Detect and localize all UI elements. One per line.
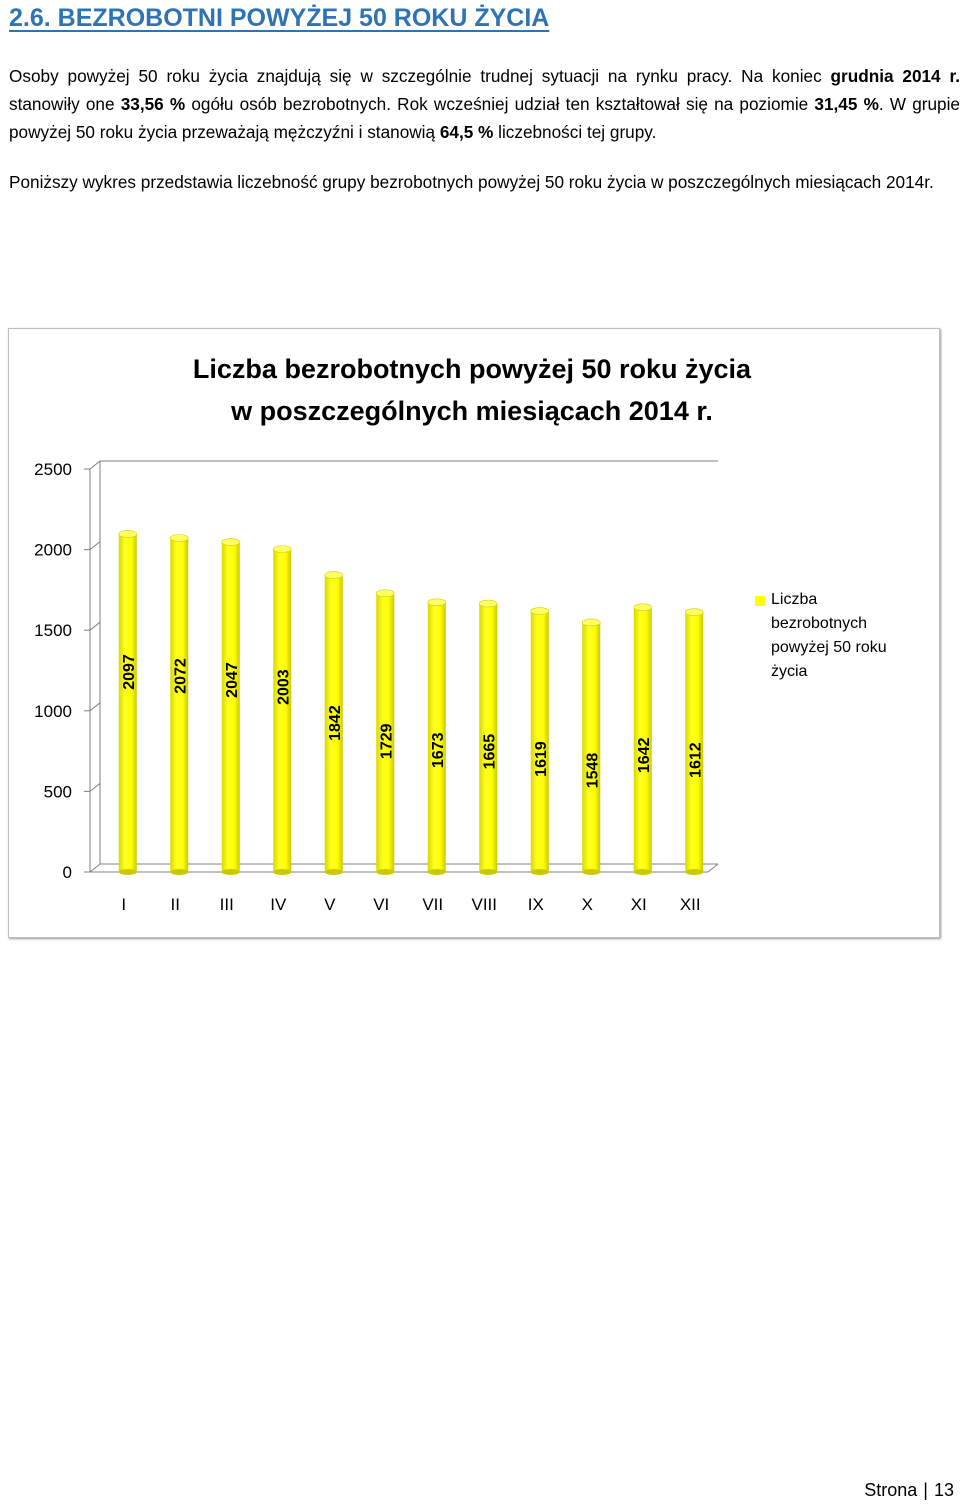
x-tick-label: VII — [422, 895, 444, 914]
y-gridline-diagonal — [90, 542, 100, 550]
bar-value-label: 1612 — [687, 742, 705, 778]
x-tick-label: X — [581, 895, 593, 914]
bar-value-label: 1729 — [378, 723, 396, 760]
footer-label: Strona — [864, 1480, 918, 1500]
bar-top — [531, 608, 549, 615]
bar-top — [119, 530, 137, 537]
bar-value-label: 2003 — [275, 669, 293, 705]
bar-base — [428, 869, 446, 875]
bar-base — [531, 869, 549, 875]
bar-top — [376, 590, 394, 597]
y-tick-label: 2000 — [34, 540, 72, 560]
chart-intro-paragraph: Poniższy wykres przedstawia liczebność grupy bezrobotnych powyżej 50 roku życia w poszczególnych miesiącach 2014r. — [9, 172, 934, 192]
bar-base — [170, 869, 188, 875]
x-tick-label: IX — [527, 895, 544, 914]
x-tick-label: I — [121, 895, 127, 914]
chart-title-line-2: w poszczególnych miesiącach 2014 r. — [231, 396, 713, 426]
y-gridline-diagonal — [90, 864, 100, 872]
x-tick-label: XII — [679, 895, 701, 914]
legend-swatch — [755, 596, 765, 606]
bar-base — [273, 869, 291, 875]
bar-top — [325, 572, 343, 579]
bar-base — [222, 869, 240, 875]
bar-base — [119, 869, 137, 875]
y-gridline-diagonal — [90, 783, 100, 791]
page-footer — [864, 1480, 954, 1501]
bar — [170, 538, 188, 872]
bar — [119, 534, 137, 872]
bar-top — [582, 619, 600, 626]
intro-share-men: 64,5 % — [439, 122, 494, 142]
section-heading: 2.6. BEZROBOTNI POWYŻEJ 50 ROKU ŻYCIA — [9, 4, 550, 32]
bar-value-label: 1548 — [584, 752, 602, 789]
chart-title-line-1: Liczba bezrobotnych powyżej 50 roku życia — [192, 354, 752, 384]
bar-value-label: 1619 — [532, 741, 550, 777]
bar-top — [634, 604, 652, 611]
bar — [273, 549, 291, 872]
y-gridline-diagonal — [90, 622, 100, 630]
intro-text-2: stanowiły one — [9, 94, 121, 114]
x-tick-label: III — [219, 895, 234, 914]
bar-top — [170, 534, 188, 541]
bar-base — [634, 869, 652, 875]
bar-top — [685, 609, 703, 616]
bar-top — [273, 546, 291, 553]
bar-base — [582, 869, 600, 875]
bar — [582, 622, 600, 872]
y-tick-label: 1000 — [34, 701, 72, 721]
bar-top — [428, 599, 446, 606]
bar — [685, 612, 703, 872]
bar-value-label: 1665 — [481, 733, 499, 770]
bar-value-label: 1673 — [429, 732, 447, 769]
y-tick-label: 500 — [43, 782, 72, 802]
x-tick-label: II — [170, 895, 180, 914]
intro-share-2013: 31,45 % — [814, 94, 879, 114]
x-tick-label: VI — [373, 895, 390, 914]
bar-base — [685, 869, 703, 875]
y-tick-label: 0 — [62, 863, 72, 882]
intro-text-5: liczebności tej grupy. — [493, 122, 657, 142]
floor-right-edge — [708, 864, 718, 872]
bar-base — [479, 869, 497, 875]
x-tick-label: V — [324, 895, 336, 914]
bar-value-label: 2097 — [120, 654, 138, 690]
intro-text-1: Osoby powyżej 50 roku życia znajdują się w szczególnie trudnej sytuacji na rynku pracy. Na koniec — [9, 66, 831, 86]
bar-base — [376, 869, 394, 875]
bar-value-label: 1842 — [326, 705, 344, 741]
bar-top — [222, 539, 240, 546]
bar-value-label: 2072 — [172, 658, 190, 694]
x-tick-label: XI — [630, 895, 647, 914]
bar-value-label: 1642 — [635, 737, 653, 774]
footer-separator: | — [923, 1480, 928, 1500]
y-tick-label: 2500 — [34, 460, 72, 479]
intro-text-3: ogółu osób bezrobotnych. Rok wcześniej udział ten kształtował się na poziomie — [185, 94, 815, 114]
bar-top — [479, 600, 497, 607]
legend-label: Liczba bezrobotnych powyżej 50 roku życia — [771, 591, 887, 680]
intro-share-2014: 33,56 % — [120, 94, 186, 114]
intro-date: grudnia 2014 r. — [830, 66, 960, 86]
page-number: 13 — [933, 1480, 954, 1500]
y-gridline-diagonal — [90, 461, 100, 469]
bar-base — [325, 869, 343, 875]
bar — [222, 542, 240, 872]
chart-legend — [755, 588, 930, 684]
bar-value-label: 2047 — [223, 662, 241, 698]
x-tick-label: IV — [270, 895, 287, 914]
x-tick-label: VIII — [471, 895, 498, 914]
y-tick-label: 1500 — [34, 621, 72, 641]
y-gridline-diagonal — [90, 703, 100, 711]
intro-text-4: . W grupie powyżej 50 roku życia przeważają mężczyźni i stanowią — [9, 94, 960, 142]
